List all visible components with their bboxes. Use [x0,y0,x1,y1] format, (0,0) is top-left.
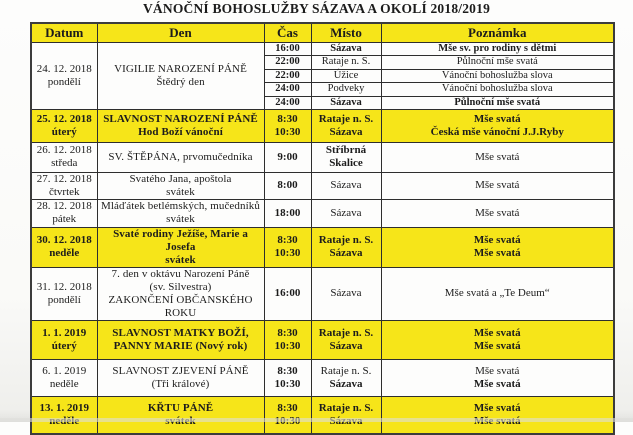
date-text: 6. 1. 2019 [42,364,87,377]
note-value: Mše svatá [475,179,520,192]
time-value: 24:00 [275,96,300,108]
place-cell [311,142,381,172]
day-text: pátek [52,213,77,226]
column-header-misto: Místo [311,23,381,43]
date-cell [31,172,97,199]
day-name-line: Štědrý den [156,75,205,88]
day-text: úterý [51,339,77,352]
day-name-line: PANNY MARIE (Nový rok) [113,339,248,352]
date-cell [31,227,97,267]
table-row [31,396,614,434]
place-value: Sázava [330,96,362,108]
day-name-line: Svaté rodiny Ježíše, Marie a Josefa [113,227,248,253]
time-value: 8:30 [277,112,298,125]
time-cell [264,43,311,110]
note-value: Mše svatá a „Te Deum“ [444,287,550,300]
table-row [31,142,614,172]
note-cell [381,142,614,172]
date-cell [31,109,97,142]
day-name-line: SLAVNOST MATKY BOŽÍ, [112,326,249,339]
day-name-line: ZAKONČENÍ OBČANSKÉHO ROKU [108,293,253,319]
note-cell [381,359,614,396]
note-value: Mše sv. pro rodiny s dětmi [382,43,614,56]
day-name-line: SV. ŠTĚPÁNA, prvomučedníka [108,150,253,163]
day-name-cell [97,267,264,320]
table-row [31,359,614,396]
time-value: 8:00 [277,179,298,192]
time-stack [265,43,311,109]
note-stack [382,43,614,109]
column-header-datum: Datum [31,23,97,43]
place-value: Sázava [330,206,362,219]
time-cell [264,109,311,142]
time-cell [264,142,311,172]
day-text: neděle [49,377,79,390]
place-value: Sázava [330,179,362,192]
time-value: 16:00 [265,43,311,56]
time-value: 8:30 [277,364,298,377]
day-name-line: (Tři králové) [151,377,210,390]
day-name-cell [97,320,264,359]
date-cell [31,43,97,110]
place-value: Rataje n. S. [318,234,374,247]
date-text: 27. 12. 2018 [36,172,92,185]
time-value: 16:00 [274,287,301,300]
note-cell [381,227,614,267]
time-cell [264,320,311,359]
place-cell [311,320,381,359]
note-value: Mše svatá [475,150,520,163]
note-value: Mše svatá [475,364,520,377]
day-text: pondělí [47,293,81,306]
place-cell [311,199,381,227]
table-row [31,267,614,320]
day-name-line: svátek [166,185,195,198]
day-name-cell [97,199,264,227]
note-value: Česká mše vánoční J.J.Ryby [430,125,564,138]
day-name-line: SLAVNOST NAROZENÍ PÁNĚ [103,112,258,125]
day-text: středa [51,157,78,170]
day-name-line: svátek [166,213,195,226]
place-cell [311,396,381,434]
day-name-line: 7. den v oktávu Narození Páně [111,267,250,280]
date-text: 24. 12. 2018 [36,62,92,75]
table-row [31,43,614,110]
time-value: 24:00 [265,83,311,96]
column-header-den: Den [97,23,264,43]
table-row [31,109,614,142]
note-cell [381,320,614,359]
time-value: 22:00 [265,56,311,69]
date-text: 13. 1. 2019 [39,401,89,414]
note-value: Mše svatá [475,206,520,219]
day-name-cell [97,142,264,172]
date-cell [31,320,97,359]
time-value: 18:00 [274,206,301,219]
note-value: Mše svatá [473,247,521,260]
page-title: VÁNOČNÍ BOHOSLUŽBY SÁZAVA A OKOLÍ 2018/2019 [142,1,491,16]
day-name-cell [97,359,264,396]
note-value: Mše svatá [473,377,521,390]
place-cell [311,267,381,320]
place-value: Sázava [329,125,363,138]
day-text: čtvrtek [48,185,80,198]
date-cell [31,267,97,320]
date-cell [31,359,97,396]
day-name-cell [97,172,264,199]
day-text: úterý [51,125,77,138]
table-row [31,320,614,359]
day-name-line: svátek [165,253,196,266]
column-header-cas: Čas [264,23,311,43]
time-cell [264,227,311,267]
place-value: Úžice [312,70,381,83]
time-value: 10:30 [274,339,301,352]
day-text: neděle [49,247,80,260]
place-cell [311,359,381,396]
table-header-row [31,23,614,43]
place-value: Sázava [329,377,363,390]
day-name-line: Mláďátek betlémských, mučedníků [101,200,260,213]
day-name-line: (sv. Silvestra) [149,280,212,293]
place-cell [311,172,381,199]
date-text: 25. 12. 2018 [36,112,92,125]
table-row [31,227,614,267]
column-header-poznamka: Poznámka [381,23,614,43]
place-value: Rataje n. S. [318,326,374,339]
place-cell [311,109,381,142]
place-value: Rataje n. S. [320,364,372,377]
place-value: Sázava [312,43,381,56]
day-name-line: VIGILIE NAROZENÍ PÁNĚ [114,62,247,75]
note-cell [381,267,614,320]
place-value: Stříbrná Skalice [325,144,367,170]
time-cell [264,172,311,199]
table-row [31,172,614,199]
time-value: 10:30 [274,247,301,260]
table-row [31,199,614,227]
note-value: Vánoční bohoslužba slova [382,70,614,83]
place-value: Sázava [329,247,363,260]
note-value: Mše svatá [473,326,521,339]
day-name-cell [97,227,264,267]
time-value: 8:30 [277,234,298,247]
day-text: pondělí [47,75,81,88]
place-value: Rataje n. S. [312,56,381,69]
service-schedule-table [30,22,615,435]
place-value: Sázava [329,339,363,352]
time-value: 10:30 [274,377,301,390]
day-name-cell [97,43,264,110]
note-cell [381,199,614,227]
day-name-line: SLAVNOST ZJEVENÍ PÁNĚ [112,364,249,377]
place-value: Rataje n. S. [318,112,374,125]
place-value: Rataje n. S. [318,401,374,414]
day-name-cell [97,396,264,434]
time-cell [264,267,311,320]
time-value: 10:30 [274,125,301,138]
time-cell [264,396,311,434]
note-value: Půlnoční mše svatá [382,56,614,69]
note-cell [381,172,614,199]
day-name-line: Svatého Jana, apoštola [129,172,232,185]
place-stack [312,43,381,109]
place-value: Podveky [312,83,381,96]
time-cell [264,199,311,227]
note-value: Půlnoční mše svatá [454,96,541,108]
date-text: 26. 12. 2018 [36,144,92,157]
time-value: 8:30 [277,326,298,339]
place-cell [311,227,381,267]
day-name-cell [97,109,264,142]
note-cell [381,109,614,142]
time-value: 8:30 [277,401,298,414]
date-text: 28. 12. 2018 [36,200,92,213]
time-value: 22:00 [265,70,311,83]
day-name-line: Hod Boží vánoční [138,125,223,138]
date-text: 1. 1. 2019 [42,326,87,339]
note-cell [381,396,614,434]
date-cell [31,142,97,172]
scan-shadow [0,418,633,422]
time-value: 9:00 [277,150,298,163]
note-value: Mše svatá [473,112,521,125]
date-text: 31. 12. 2018 [36,280,92,293]
time-cell [264,359,311,396]
date-text: 30. 12. 2018 [36,234,92,247]
day-name-line: KŘTU PÁNĚ [147,401,214,414]
note-value: Mše svatá [473,234,521,247]
note-value: Mše svatá [473,401,521,414]
note-value: Mše svatá [473,339,521,352]
note-cell [381,43,614,110]
date-cell [31,199,97,227]
date-cell [31,396,97,434]
place-cell [311,43,381,110]
place-value: Sázava [330,287,362,300]
note-value: Vánoční bohoslužba slova [382,83,614,96]
